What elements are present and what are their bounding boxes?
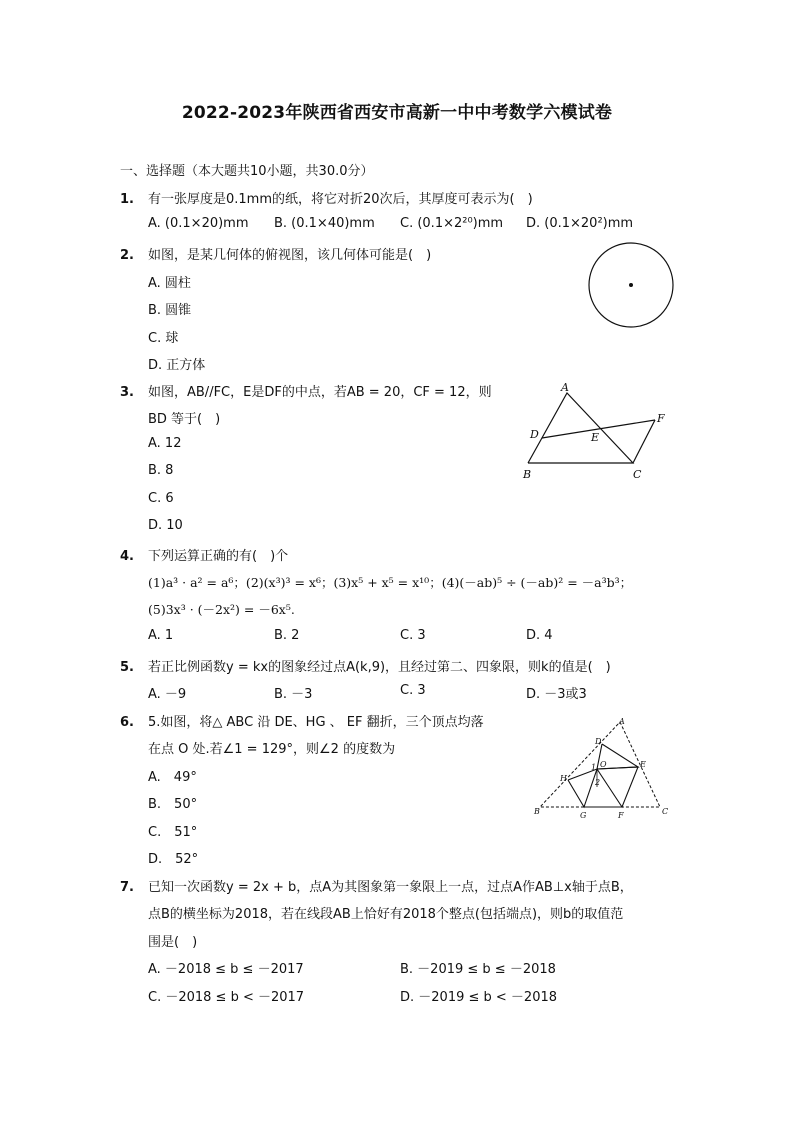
option-c: C. 3 bbox=[400, 683, 426, 698]
question-3 bbox=[120, 381, 492, 400]
triangle-trapezoid-figure bbox=[515, 375, 675, 485]
segment-fc bbox=[633, 420, 655, 463]
question-number: 3. bbox=[120, 385, 134, 400]
label-a: A bbox=[619, 717, 625, 726]
question-stem: 5.如图，将△ ABC 沿 DE、HG 、 EF 翻折，三个顶点均落 bbox=[148, 715, 484, 730]
question-stem: 下列运算正确的有( )个 bbox=[148, 549, 289, 564]
expression-line-2: (5)3x³ · (－2x²) = －6x⁵. bbox=[148, 602, 295, 617]
question-number: 1. bbox=[120, 192, 134, 207]
question-7 bbox=[120, 876, 633, 895]
question-number: 6. bbox=[120, 715, 134, 730]
question-stem: 已知一次函数y = 2x + b，点A为其图象第一象限上一点，过点A作AB⊥x轴于点B， bbox=[148, 880, 633, 895]
expression-line-1: (1)a³ · a² = a⁶；(2)(x³)³ = x⁶；(3)x⁵ + x⁵ = x¹⁰；(4)(－ab)⁵ ÷ (－ab)² = －a³b³； bbox=[148, 575, 633, 590]
exam-title: 2022-2023年陕西省西安市高新一中中考数学六模试卷 bbox=[181, 103, 613, 123]
question-stem: 若正比例函数y = kx的图象经过点A(k,9)，且经过第二、四象限，则k的值是( ) bbox=[148, 660, 611, 675]
label-angle-2: 2 bbox=[595, 778, 601, 787]
option-a: A. 圆柱 bbox=[148, 276, 191, 291]
question-stem-continued: 在点 O 处.若∠1 = 129°，则∠2 的度数为 bbox=[148, 742, 396, 757]
label-o: O bbox=[600, 760, 607, 769]
option-c: C. (0.1×2²⁰)mm bbox=[400, 216, 504, 231]
question-6 bbox=[120, 711, 484, 730]
section-heading: 一、选择题（本大题共10小题，共30.0分） bbox=[120, 164, 374, 179]
question-1 bbox=[120, 188, 533, 207]
label-a: A bbox=[561, 381, 569, 394]
option-b: B. 50° bbox=[148, 797, 198, 812]
option-c: C. 球 bbox=[148, 331, 179, 346]
label-d: D bbox=[595, 737, 602, 746]
label-b: B bbox=[523, 468, 532, 481]
option-b: B. －2019 ≤ b ≤ －2018 bbox=[400, 962, 556, 977]
option-c: C. 51° bbox=[148, 825, 198, 840]
option-d: D. 10 bbox=[148, 518, 183, 533]
circle-center-dot bbox=[629, 283, 633, 287]
option-a: A. 12 bbox=[148, 436, 182, 451]
option-b: B. 8 bbox=[148, 463, 174, 478]
question-number: 2. bbox=[120, 248, 134, 263]
option-b: B. 2 bbox=[274, 628, 300, 643]
question-5 bbox=[120, 656, 611, 675]
option-a: A. 1 bbox=[148, 628, 174, 643]
label-d: D bbox=[530, 428, 539, 441]
option-c: C. 3 bbox=[400, 628, 426, 643]
question-stem: 有一张厚度是0.1mm的纸，将它对折20次后，其厚度可表示为( ) bbox=[148, 192, 533, 207]
question-stem: 如图，是某几何体的俯视图，该几何体可能是( ) bbox=[148, 248, 432, 263]
option-d: D. －2019 ≤ b < －2018 bbox=[400, 990, 558, 1005]
label-c: C bbox=[633, 468, 642, 481]
question-4 bbox=[120, 545, 288, 564]
question-number: 5. bbox=[120, 660, 134, 675]
option-a: A. －9 bbox=[148, 687, 187, 702]
option-d: D. 4 bbox=[526, 628, 553, 643]
triangle-abc bbox=[528, 393, 633, 463]
label-e: E bbox=[640, 760, 646, 769]
folded-triangle-figure bbox=[530, 712, 675, 824]
option-c: C. 6 bbox=[148, 491, 174, 506]
question-stem-continued: BD 等于( ) bbox=[148, 412, 221, 427]
option-d: D. (0.1×20²)mm bbox=[526, 216, 634, 231]
option-a: A. (0.1×20)mm bbox=[148, 216, 249, 231]
label-f: F bbox=[618, 811, 624, 820]
label-g: G bbox=[580, 811, 587, 820]
label-f: F bbox=[657, 412, 665, 425]
question-stem-continued-2: 围是( ) bbox=[148, 935, 198, 950]
option-b: B. 圆锥 bbox=[148, 303, 192, 318]
option-b: B. (0.1×40)mm bbox=[274, 216, 375, 231]
option-a: A. －2018 ≤ b ≤ －2017 bbox=[148, 962, 304, 977]
fold-triangle-hg bbox=[568, 769, 597, 807]
label-b: B bbox=[534, 807, 540, 816]
label-angle-1: 1 bbox=[591, 763, 597, 772]
question-2 bbox=[120, 244, 431, 263]
label-h: H bbox=[560, 774, 567, 783]
question-number: 4. bbox=[120, 549, 134, 564]
option-d: D. 52° bbox=[148, 852, 199, 867]
option-c: C. －2018 ≤ b < －2017 bbox=[148, 990, 305, 1005]
top-view-circle-figure bbox=[585, 240, 677, 332]
fold-triangle-ef bbox=[597, 767, 638, 807]
option-d: D. 正方体 bbox=[148, 358, 206, 373]
option-d: D. －3或3 bbox=[526, 687, 587, 702]
question-stem: 如图，AB//FC，E是DF的中点，若AB = 20，CF = 12，则 bbox=[148, 385, 492, 400]
option-b: B. －3 bbox=[274, 687, 313, 702]
label-e: E bbox=[591, 431, 600, 444]
label-c: C bbox=[662, 807, 669, 816]
option-a: A. 49° bbox=[148, 770, 197, 785]
question-number: 7. bbox=[120, 880, 134, 895]
question-stem-continued: 点B的横坐标为2018，若在线段AB上恰好有2018个整点(包括端点)，则b的取值范 bbox=[148, 907, 624, 922]
